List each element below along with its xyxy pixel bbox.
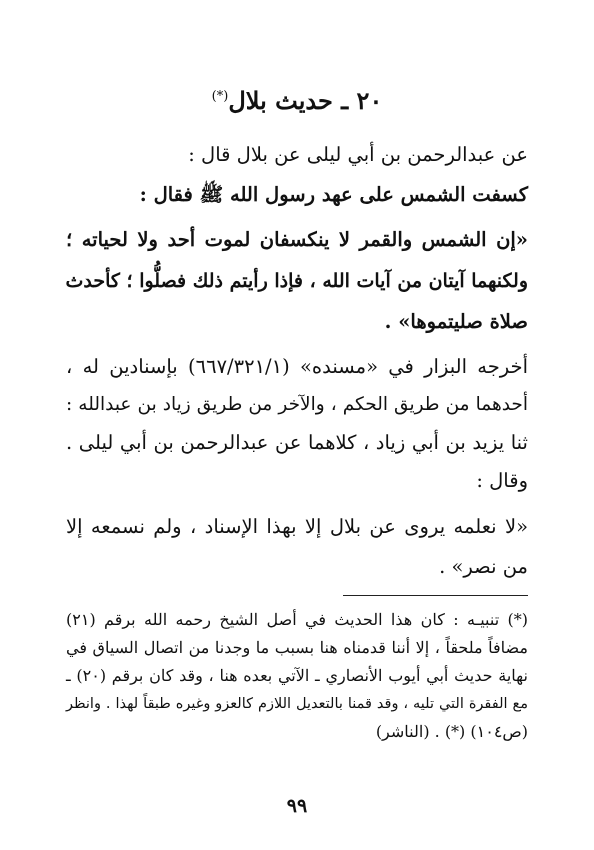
intro-line: عن عبدالرحمن بن أبي ليلى عن بلال قال :: [188, 143, 528, 166]
hadith-line-3: صلاة صليتموها» .: [384, 310, 528, 333]
takhrij-line-2: أحدهما من طريق الحكم ، والآخر من طريق زياد بن عبدالله :: [66, 394, 528, 415]
eclipse-line: كسفت الشمس على عهد رسول الله ﷺ فقال :: [139, 183, 528, 206]
takhrij-line-1: أخرجه البزار في «مسنده» (٦٦٧/٣٢١/١) بإسنادين له ،: [66, 355, 528, 378]
footnote-line-4: مع الفقرة التي تليه ، وقد قمنا بالتعديل اللازم كالعزو وغيره طبقاً لهذا . وانظر: [66, 696, 528, 712]
heading-text: ٢٠ ـ حديث بلال: [228, 86, 383, 115]
hadith-line-2: ولكنهما آيتان من آيات الله ، فإذا رأيتم ذلك فصلُّوا ؛ كأحدث: [65, 270, 528, 292]
footnote-line-1: (*) تنبيـه : كان هذا الحديث في أصل الشيخ رحمه الله برقم (٢١): [66, 610, 528, 629]
footnote-line-5: (ص١٠٤) (*) . (الناشر): [375, 722, 528, 741]
hadith-line-1: «إن الشمس والقمر لا ينكسفان لموت أحد ولا لحياته ؛: [66, 228, 528, 251]
footnote-line-3: نهاية حديث أبي أيوب الأنصاري ـ الآتي بعده هنا ، وقد كان برقم (٢٠) ـ: [66, 666, 528, 685]
section-heading: [0, 86, 594, 115]
quote-line-1: «لا نعلمه يروى عن بلال إلا بهذا الإسناد ، ولم نسمعه إلا: [66, 515, 528, 538]
page-number: ٩٩: [286, 795, 308, 817]
quote-line-2: من نصر» .: [439, 555, 528, 578]
heading-footnote-mark: (*): [211, 89, 229, 104]
footnote-line-2: مضافاً ملحقاً ، إلا أننا قدمناه هنا بسبب ما وجدنا من اتصال السياق في: [66, 638, 528, 657]
footnote-separator: [343, 595, 528, 596]
takhrij-line-4: وقال :: [476, 469, 528, 492]
takhrij-line-3: ثنا يزيد بن أبي زياد ، كلاهما عن عبدالرحمن بن أبي ليلى .: [66, 431, 528, 454]
